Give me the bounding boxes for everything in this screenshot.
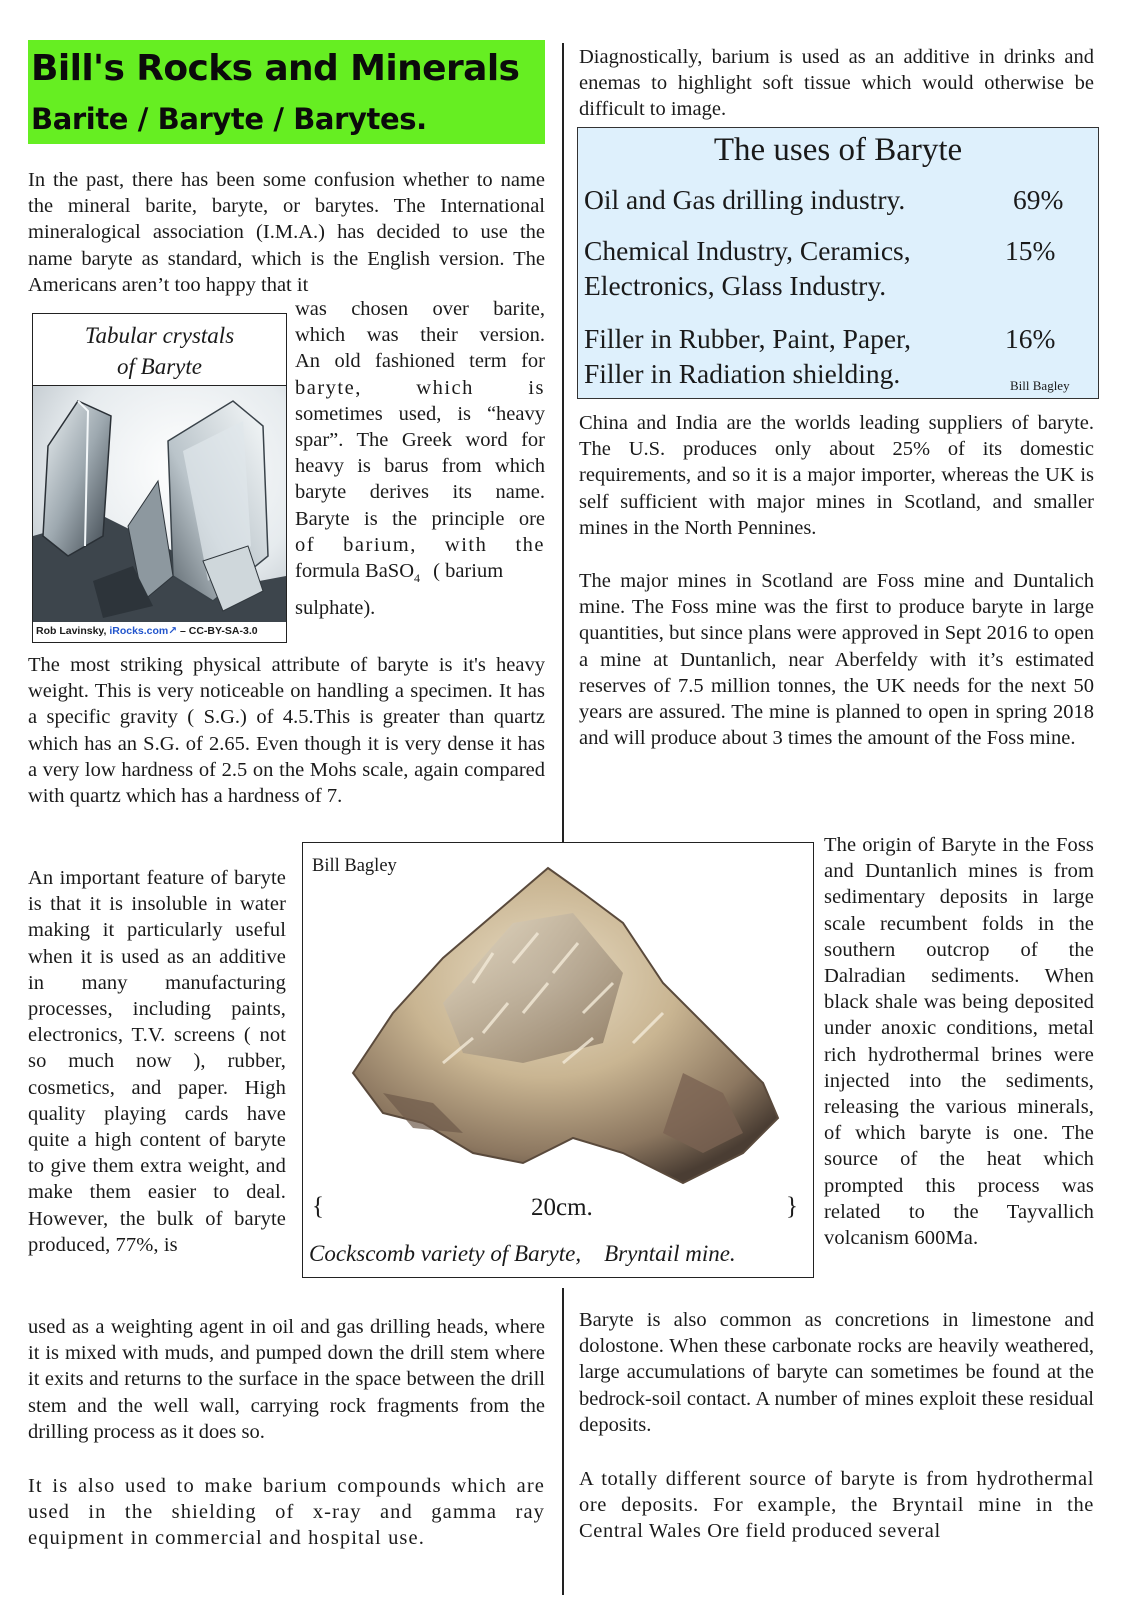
suppliers-paragraph: China and India are the worlds leading suppliers of baryte. The U.S. produces only about 25% of its domestic requirements, and so it is a major importer, whereas the UK is self sufficient with major mines in Scotland, and smaller mines in the North Pennines. — [579, 412, 1094, 539]
formula-subscript: 4 — [414, 571, 420, 586]
header-banner — [28, 40, 545, 144]
origin-paragraph: The origin of Baryte in the Foss and Duntanlich mines is from sedimentary deposits in large scale recumbent folds in the southern outcrop of the Dalradian sediments. When black shale was being deposited under anoxic conditions, metal rich hydrothermal brines were injected into the sediments, releasing the various minerals, of which baryte is one. The source of the heat which prompted this process was related to the Tayvallich volcanism 600Ma. — [824, 834, 1094, 1250]
formula-line — [295, 558, 545, 591]
scotland-paragraph: The major mines in Scotland are Foss mine and Duntalich mine. The Foss mine was the first to produce baryte in large quantities, but since plans were approved in Sept 2016 to open a mine at Duntanlich, near Aberfeldy with it’s estimated reserves of 7.5 million tonnes, the UK needs for the next 50 years are assured. The mine is planned to open in spring 2018 and will produce about 3 times the amount of the Foss mine. — [579, 570, 1094, 750]
wrap-line: spar”. The Greek word for — [295, 429, 545, 452]
wrap-line: Baryte is the principle ore — [295, 507, 545, 530]
uses-row-percent: 15% — [1005, 235, 1056, 266]
uses-table — [577, 127, 1099, 399]
formula-end: sulphate). — [295, 597, 376, 620]
page-title: Bill's Rocks and Minerals — [31, 48, 520, 89]
external-link-icon: ↗ — [168, 625, 178, 637]
uses-table-credit: Bill Bagley — [1010, 378, 1070, 393]
uses-row-label: Filler in Radiation shielding. — [584, 358, 901, 389]
wrap-line: was chosen over barite, — [295, 298, 545, 320]
concretions-paragraph: Baryte is also common as concretions in limestone and dolostone. When these carbonate rocks are heavily weathered, large accumulations of baryte can sometimes be found at the bedrock-soil contact. A number of mines exploit these residual deposits. — [579, 1309, 1094, 1436]
crystal-credit-link[interactable]: iRocks.com — [109, 625, 169, 637]
uses-row-label: Filler in Rubber, Paint, Paper, — [584, 323, 911, 354]
crystal-caption-line: of Baryte — [117, 354, 202, 379]
crystal-credit — [36, 625, 258, 637]
uses-row-percent: 69% — [1013, 184, 1064, 215]
wrap-line: heavy is barus from which — [295, 455, 545, 478]
gravity-paragraph: The most striking physical attribute of baryte is it's heavy weight. This is very noticeable on handling a specimen. It has a specific gravity ( S.G.) of 4.5.This is greater than quartz which has an S.G. of 2.65. Even though it is very dense it has a very low hardness of 2.5 on the Mohs scale, again compared with quartz which has a hardness of 7. — [28, 654, 545, 808]
mineral-figure — [302, 842, 814, 1278]
uses-row-label: Electronics, Glass Industry. — [584, 270, 887, 301]
uses-paragraph: An important feature of baryte is that it is insoluble in water making it particularly useful when it is used as an additive in many manufacturing processes, including paints, electronics, T.V. screens ( not so much now ), rubber, cosmetics, and paper. High quality playing cards have quite a high content of baryte to give them extra weight, and make them easier to deal. However, the bulk of baryte produced, 77%, is — [28, 867, 286, 1256]
scale-label: 20cm. — [531, 1194, 593, 1221]
diagnostic-paragraph: Diagnostically, barium is used as an additive in drinks and enemas to highlight soft tissue which would otherwise be difficult to image. — [579, 46, 1094, 121]
crystal-figure — [32, 313, 287, 643]
wrap-line: baryte, which is — [295, 376, 545, 399]
crystal-credit-license: – CC-BY-SA-3.0 — [177, 625, 258, 637]
drilling-paragraph: used as a weighting agent in oil and gas drilling heads, where it is mixed with muds, and pumped down the drill stem where it exits and returns to the surface in the space between the drill stem and the well wall, carrying rock fragments from the drilling process as it does so. — [28, 1316, 545, 1443]
shielding-paragraph: It is also used to make barium compounds which are used in the shielding of x-ray and gamma ray equipment in commercial and hospital use. — [28, 1475, 545, 1550]
wrap-line: which was their version. — [295, 324, 545, 347]
wrap-line: of barium, with the — [295, 533, 545, 556]
wrap-line: An old fashioned term for — [295, 350, 545, 373]
column-divider — [562, 43, 564, 1595]
crystal-photo — [33, 386, 286, 622]
wrap-line: sometimes used, is “heavy — [295, 402, 545, 425]
intro-paragraph: In the past, there has been some confusion whether to name the mineral barite, baryte, or barytes. The International mineralogical association (I.M.A.) has decided to use the name baryte as standard, which is the English version. The Americans aren’t too happy that it — [28, 169, 545, 296]
crystal-caption — [33, 314, 286, 386]
mineral-caption: Cockscomb variety of Baryte, Bryntail mine. — [309, 1241, 736, 1266]
crystal-credit-author: Rob Lavinsky, — [36, 625, 110, 637]
formula-prefix: formula BaSO — [295, 560, 414, 583]
scale-bracket-left: { — [312, 1193, 324, 1220]
wrap-text-block — [295, 296, 545, 622]
scale-bracket-right: } — [786, 1193, 798, 1220]
page-subtitle: Barite / Baryte / Barytes. — [31, 102, 427, 136]
wrap-line: baryte derives its name. — [295, 481, 545, 504]
uses-row-label: Chemical Industry, Ceramics, — [584, 235, 911, 266]
uses-row-percent: 16% — [1005, 323, 1056, 354]
mineral-photo-credit: Bill Bagley — [312, 856, 397, 876]
crystal-caption-line: Tabular crystals — [84, 323, 235, 348]
formula-suffix: ( barium — [433, 560, 504, 583]
uses-table-title: The uses of Baryte — [713, 132, 963, 168]
mineral-photo — [323, 863, 793, 1213]
hydrothermal-paragraph: A totally different source of baryte is from hydrothermal ore deposits. For example, the Bryntail mine in the Central Wales Ore field produced several — [579, 1468, 1094, 1543]
uses-row-label: Oil and Gas drilling industry. — [584, 184, 906, 215]
